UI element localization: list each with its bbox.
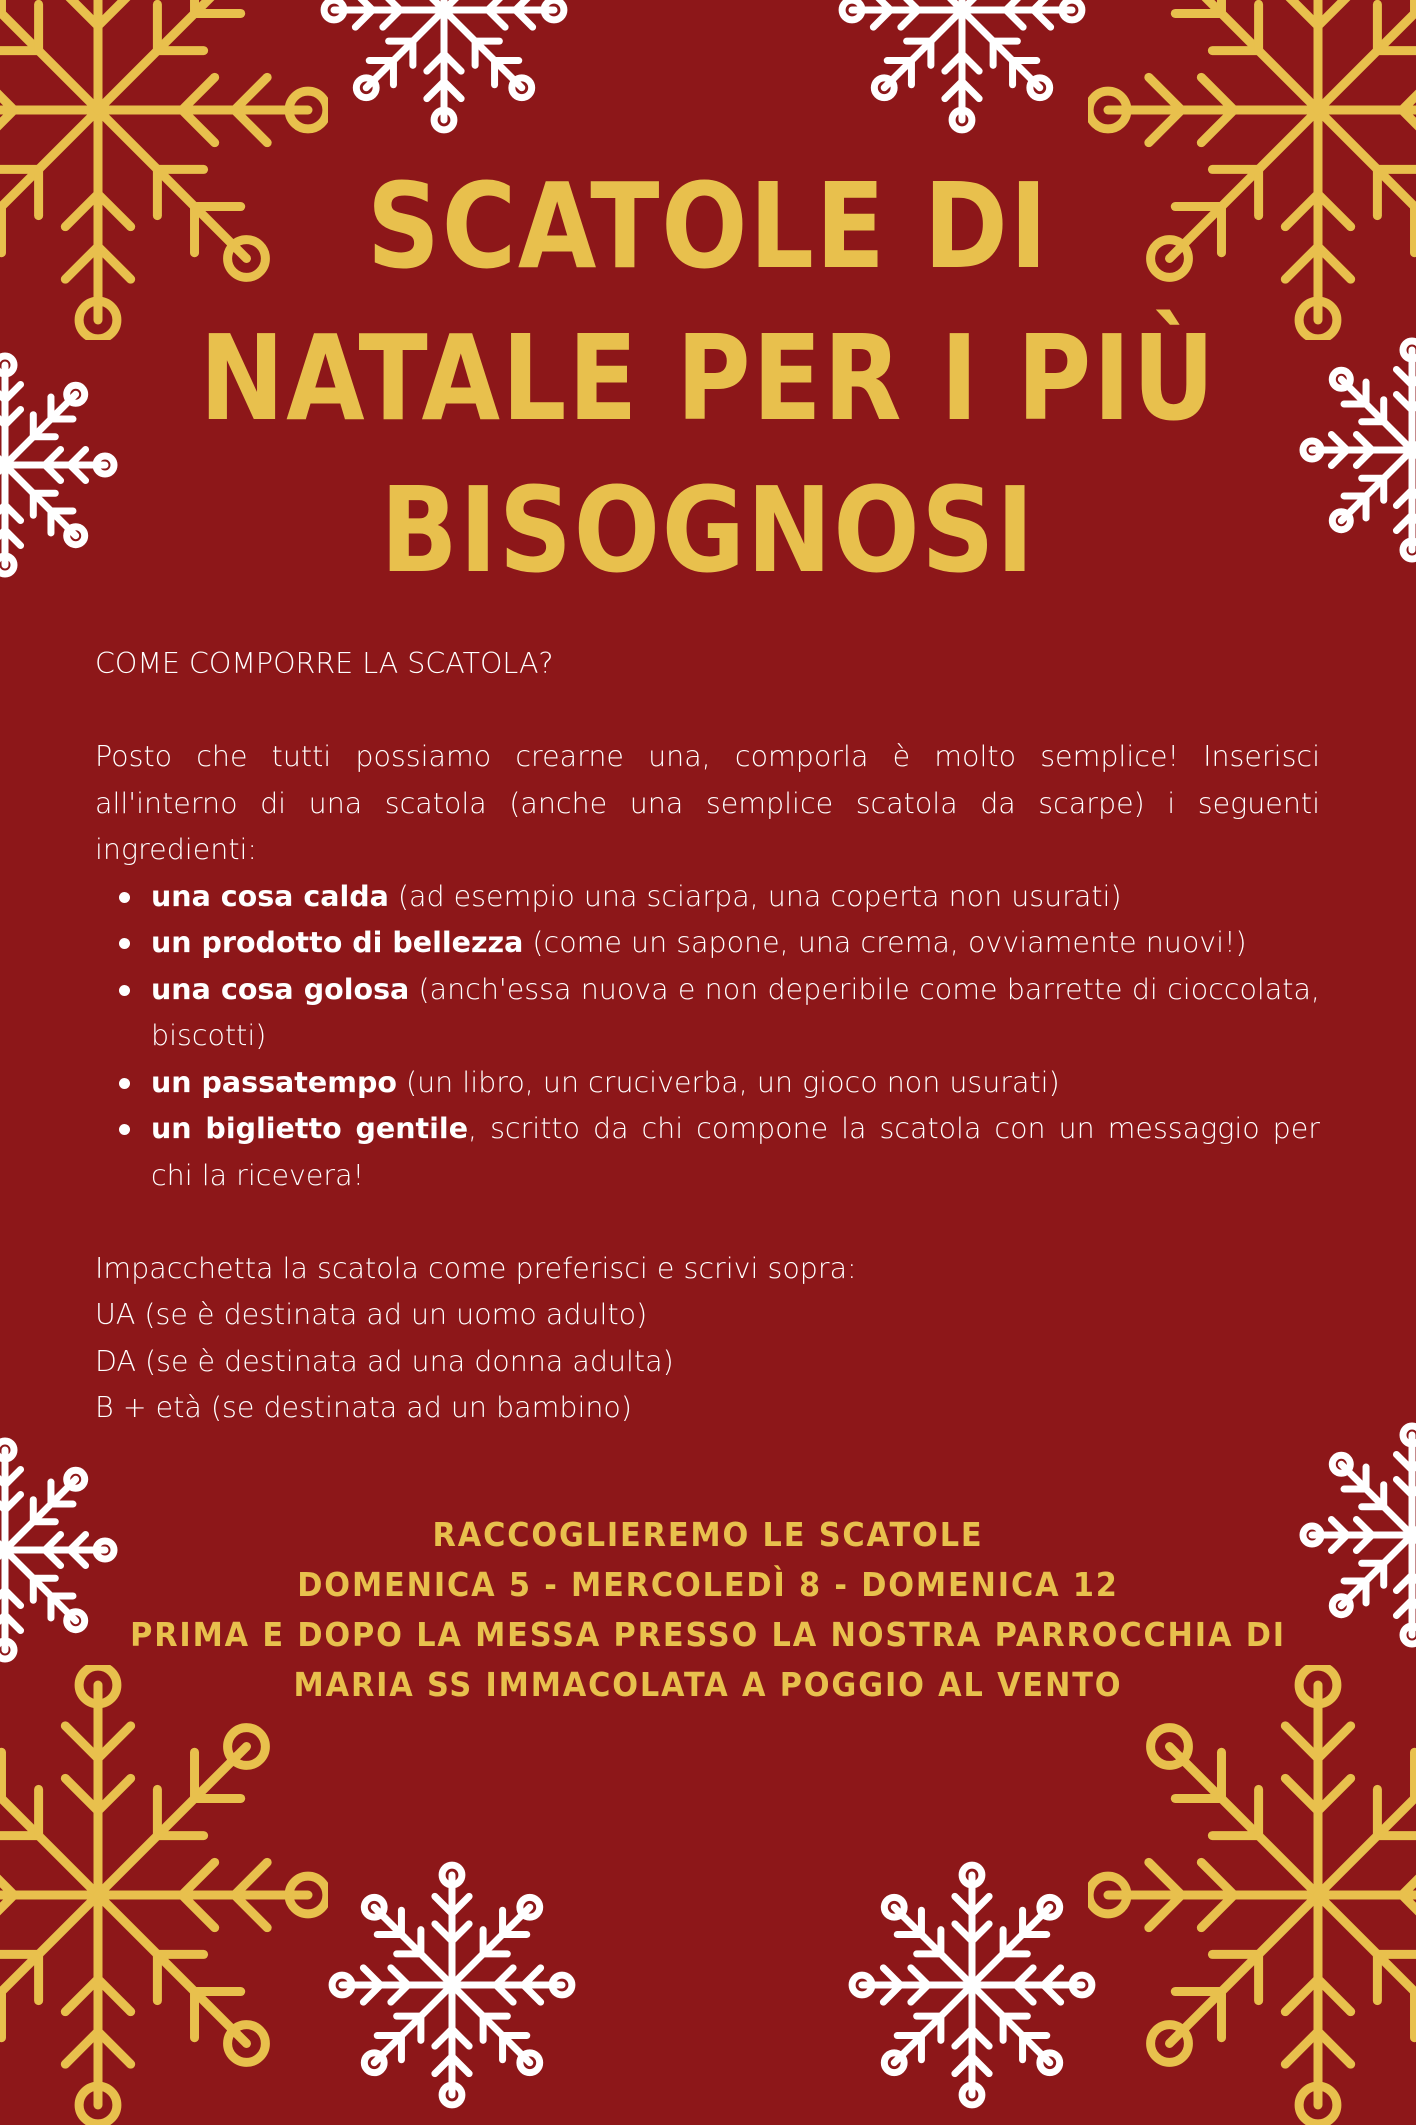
footer-line-4: MARIA SS IMMACOLATA A POGGIO AL VENTO — [293, 1665, 1123, 1704]
footer-line-3: PRIMA E DOPO LA MESSA PRESSO LA NOSTRA PARROCCHIA DI — [130, 1615, 1286, 1654]
intro-paragraph: Posto che tutti possiamo crearne una, comporla è molto semplice! Inserisci all'interno di una scatola (anche una semplice scatola da scarpe) i seguenti ingredienti: — [95, 740, 1320, 866]
item-text: (anch'essa nuova e non deperibile come barrette di cioccolata, biscotti) — [151, 972, 1320, 1052]
item-bold: un passatempo — [151, 1065, 397, 1099]
title-line-3: BISOGNOSI — [380, 461, 1036, 599]
footer-line-2: DOMENICA 5 - MERCOLEDÌ 8 - DOMENICA 12 — [297, 1565, 1119, 1604]
white-snowflake-icon — [322, 1855, 582, 2115]
page-title — [99, 150, 1317, 606]
list-item — [151, 967, 1320, 1060]
label-b: B + età (se destinata ad un bambino) — [95, 1391, 632, 1424]
white-snowflake-icon — [832, 0, 1092, 140]
label-da: DA (se è destinata ad una donna adulta) — [95, 1344, 674, 1378]
label-ua: UA (se è destinata ad un uomo adulto) — [95, 1298, 648, 1331]
section-heading: COME COMPORRE LA SCATOLA? — [95, 647, 554, 680]
collection-info — [57, 1510, 1360, 1710]
title-line-2: NATALE PER I PIÙ — [199, 309, 1217, 447]
gold-snowflake-icon — [1088, 1665, 1416, 2125]
item-text: (un libro, un cruciverba, un gioco non usurati) — [396, 1065, 1060, 1099]
footer-line-1: RACCOGLIEREMO LE SCATOLE — [432, 1515, 984, 1554]
item-bold: una cosa calda — [151, 879, 389, 913]
gold-snowflake-icon — [0, 1665, 328, 2125]
white-snowflake-icon — [314, 0, 574, 140]
item-text: (ad esempio una sciarpa, una coperta non usurati) — [388, 879, 1122, 913]
item-bold: un prodotto di bellezza — [151, 926, 524, 959]
list-item — [151, 920, 1320, 967]
list-item — [151, 1106, 1320, 1199]
item-bold: un biglietto gentile — [151, 1112, 469, 1145]
instructions-body — [95, 641, 1320, 1432]
item-bold: una cosa golosa — [151, 972, 410, 1006]
label-instruction: Impacchetta la scatola come preferisci e scrivi sopra: — [95, 1251, 857, 1285]
white-snowflake-icon — [842, 1855, 1102, 2115]
ingredients-list — [95, 874, 1320, 1200]
list-item — [151, 874, 1320, 921]
item-text: , scritto da chi compone la scatola con un messaggio per chi la ricevera! — [151, 1112, 1320, 1192]
title-line-1: SCATOLE DI — [366, 157, 1050, 295]
list-item — [151, 1060, 1320, 1107]
item-text: (come un sapone, una crema, ovviamente nuovi!) — [523, 926, 1247, 959]
